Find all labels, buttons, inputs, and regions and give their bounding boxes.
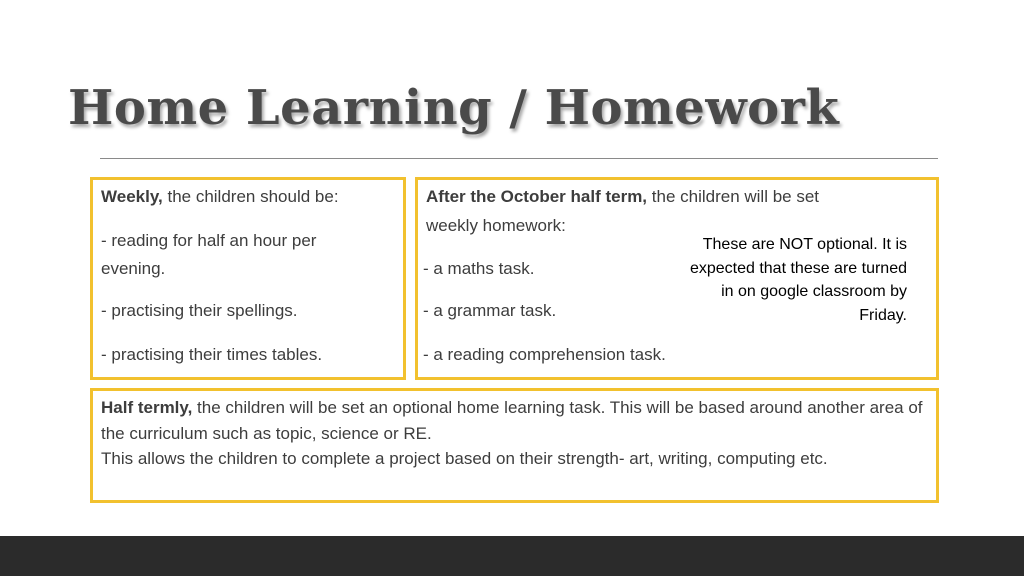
weekly-lead (101, 183, 339, 211)
weekly-lead-text: the children should be: (162, 187, 339, 206)
weekly-box (90, 177, 406, 380)
weekly-lead-bold: Weekly, (101, 187, 163, 206)
october-lead-line2: weekly homework: (426, 216, 566, 235)
halftermly-text (101, 395, 926, 472)
october-lead-bold: After the October half term, (426, 187, 648, 206)
october-item-reading-comprehension: - a reading comprehension task. (423, 345, 666, 364)
weekly-item-reading-line2: evening. (101, 259, 166, 278)
october-item-maths: - a maths task. (423, 259, 535, 278)
halftermly-text-project: This allows the children to complete a project based on their strength- art, writing, computing etc. (101, 449, 828, 468)
homework-note: These are NOT optional. It is expected that these are turned in on google classroom by Friday. (689, 236, 907, 324)
october-box (415, 177, 939, 380)
october-lead (426, 183, 819, 211)
weekly-item-times-tables: - practising their times tables. (101, 345, 323, 364)
october-item-grammar: - a grammar task. (423, 301, 557, 320)
halftermly-text-body: the children will be set an optional home learning task. This will be based around another area of the curriculum such as topic, science or RE. (101, 398, 923, 443)
footer-bar (0, 536, 1024, 576)
weekly-item-reading-line1: - reading for half an hour per (101, 231, 317, 250)
title-divider (100, 158, 938, 159)
halftermly-lead-bold: Half termly, (101, 398, 193, 417)
october-lead-text: the children will be set (647, 187, 820, 206)
slide-title: Home Learning / Homework (68, 80, 840, 136)
halftermly-box (90, 388, 939, 503)
weekly-item-spellings: - practising their spellings. (101, 301, 298, 320)
